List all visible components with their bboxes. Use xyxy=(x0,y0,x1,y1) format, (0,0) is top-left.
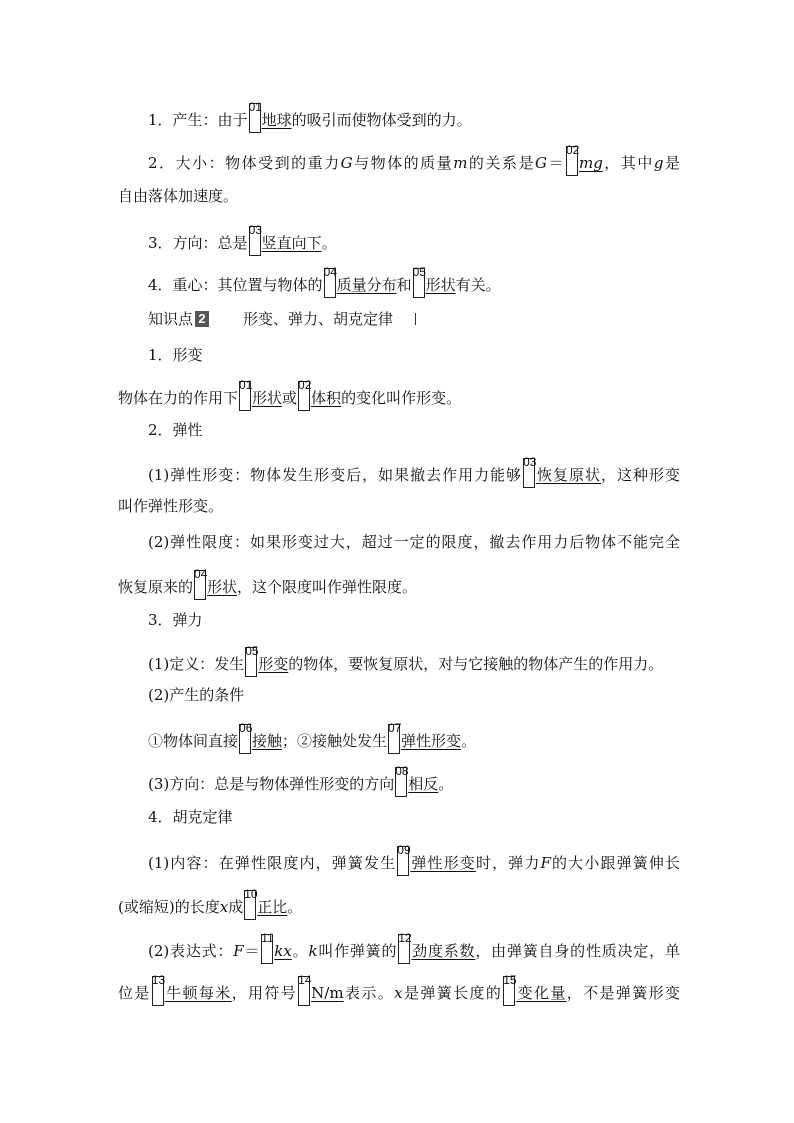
answer-box xyxy=(388,721,402,754)
answer-box xyxy=(565,143,580,176)
text-line: (2)产生的条件 xyxy=(148,686,245,704)
box-number: 07 xyxy=(388,721,402,735)
box-number: 01 xyxy=(239,378,253,392)
box-number: 06 xyxy=(239,721,253,735)
hooke-unit-line xyxy=(118,973,680,1006)
text: 的变化叫作形变。 xyxy=(341,389,462,407)
symbol: x xyxy=(219,898,229,916)
text: 和 xyxy=(396,276,412,294)
box-number: 04 xyxy=(323,265,337,279)
answer-text: 恢复原状 xyxy=(536,466,602,484)
text: (1)定义：发生 xyxy=(148,655,245,673)
text: 的关系是 xyxy=(467,154,535,172)
answer-box xyxy=(298,378,312,411)
text: 。 xyxy=(461,732,477,750)
answer-text: 形状 xyxy=(425,276,456,294)
answer-text: 形状 xyxy=(252,389,283,407)
text: 大小：物体受到的重力 xyxy=(175,154,341,172)
deformation-definition-line xyxy=(118,378,680,411)
answer-text: mg xyxy=(578,154,603,172)
answer-text: 变化量 xyxy=(516,984,567,1002)
text: ＝ xyxy=(546,154,565,172)
symbol: F xyxy=(540,854,551,872)
hooke-content-line xyxy=(148,843,680,876)
answer-box xyxy=(239,721,253,754)
text-line: 叫作弹性形变。 xyxy=(118,497,224,515)
text: 知识点 xyxy=(148,310,194,328)
box-number: 05 xyxy=(245,644,259,658)
box-number: 15 xyxy=(503,973,517,987)
direction-line xyxy=(148,764,680,797)
answer-box xyxy=(523,455,537,488)
text: 方向：总是 xyxy=(172,234,248,252)
answer-text: 相反 xyxy=(408,775,439,793)
gravity-origin-line xyxy=(148,100,680,133)
knowledge-point-heading xyxy=(148,309,680,329)
box-number: 01 xyxy=(248,100,262,114)
elastic-deformation-line xyxy=(148,455,680,488)
answer-text: 接触 xyxy=(252,732,283,750)
text: 。 xyxy=(321,234,337,252)
text: 的吸引而使物体受到的力。 xyxy=(291,111,472,129)
answer-box xyxy=(239,378,253,411)
gravity-direction-line xyxy=(148,223,680,256)
answer-box xyxy=(261,931,274,964)
text: 的物体，要恢复原状，对与它接触的物体产生的作用力。 xyxy=(288,655,664,673)
answer-box xyxy=(245,644,259,677)
text: (3)方向：总是与物体弹性形变的方向 xyxy=(148,775,395,793)
symbol: G xyxy=(340,154,353,172)
center-of-gravity-line xyxy=(148,265,680,298)
answer-box xyxy=(244,887,258,920)
answer-text: 劲度系数 xyxy=(411,942,476,960)
symbol: k xyxy=(308,942,318,960)
answer-text: 质量分布 xyxy=(336,276,397,294)
gravity-magnitude-line xyxy=(148,143,680,176)
text: 。 xyxy=(438,775,454,793)
subsection-title: 1．形变 xyxy=(148,346,203,364)
text: (1)内容：在弹性限度内，弹簧发生 xyxy=(148,854,397,872)
symbol: g xyxy=(653,154,664,172)
text: (或缩短)的长度 xyxy=(118,898,220,916)
answer-text: 弹性形变 xyxy=(401,732,462,750)
text: 位是 xyxy=(118,984,151,1002)
box-number: 02 xyxy=(298,378,312,392)
symbol: G xyxy=(534,154,547,172)
text: ，这个限度叫作弹性限度。 xyxy=(237,578,418,596)
answer-box xyxy=(503,973,517,1006)
item-number: 1． xyxy=(148,111,173,129)
section-title: 形变、弹力、胡克定律 xyxy=(243,310,394,328)
text: ，用符号 xyxy=(231,984,298,1002)
text: 成 xyxy=(228,898,244,916)
item-number: 3． xyxy=(148,234,173,252)
text: 的大小跟弹簧伸长 xyxy=(550,854,680,872)
answer-box xyxy=(151,973,166,1006)
text: (1)弹性形变：物体发生形变后，如果撤去作用力能够 xyxy=(148,466,523,484)
symbol: F xyxy=(233,942,244,960)
answer-text: 牛顿每米 xyxy=(164,984,232,1002)
answer-text: 竖直向下 xyxy=(261,234,322,252)
text: ；②接触处发生 xyxy=(282,732,388,750)
subsection-title: 3．弹力 xyxy=(148,611,203,629)
box-number: 11 xyxy=(261,931,274,945)
box-number: 03 xyxy=(523,455,537,469)
text: 。 xyxy=(291,942,309,960)
subsection-title: 4．胡克定律 xyxy=(148,808,233,826)
elastic-limit-line xyxy=(118,567,680,600)
answer-text: N/m xyxy=(311,984,344,1002)
text: 是弹簧长度的 xyxy=(402,984,503,1002)
condition-line xyxy=(148,721,680,754)
answer-text: 正比 xyxy=(257,898,288,916)
subsection-title: 2．弹性 xyxy=(148,421,203,439)
answer-box xyxy=(298,973,312,1006)
box-number: 13 xyxy=(151,973,166,987)
text: 有关。 xyxy=(455,276,501,294)
text-line: 自由落体加速度。 xyxy=(118,187,239,205)
text: 叫作弹簧的 xyxy=(317,942,398,960)
box-number: 02 xyxy=(565,143,580,157)
symbol: x xyxy=(394,984,403,1002)
answer-box xyxy=(248,223,262,256)
text: 或 xyxy=(282,389,298,407)
symbol: m xyxy=(453,154,468,172)
answer-box xyxy=(397,843,411,876)
answer-text: 地球 xyxy=(261,111,292,129)
answer-box xyxy=(248,100,262,133)
elastic-force-definition-line xyxy=(148,644,680,677)
text: 物体在力的作用下 xyxy=(118,389,239,407)
text: 重心：其位置与物体的 xyxy=(172,276,323,294)
hooke-formula-line xyxy=(148,931,680,964)
item-number: 2． xyxy=(148,154,176,172)
text: ，由弹簧自身的性质决定，单 xyxy=(475,942,680,960)
box-number: 05 xyxy=(412,265,426,279)
text-line: (2)弹性限度：如果形变过大，超过一定的限度，撤去作用力后物体不能完全 xyxy=(148,533,680,551)
text: 与物体的质量 xyxy=(352,154,454,172)
text: (2)表达式： xyxy=(148,942,234,960)
box-number: 03 xyxy=(248,223,262,237)
answer-box xyxy=(194,567,208,600)
answer-text: 弹性形变 xyxy=(410,854,476,872)
text: ，不是弹簧形变 xyxy=(566,984,680,1002)
box-number: 09 xyxy=(397,843,411,857)
answer-box xyxy=(398,931,412,964)
box-number: 08 xyxy=(395,764,409,778)
text: ＝ xyxy=(243,942,261,960)
box-number: 04 xyxy=(194,567,208,581)
text: ，其中 xyxy=(602,154,654,172)
answer-text: 形变 xyxy=(258,655,289,673)
answer-text: 体积 xyxy=(311,389,342,407)
text-cursor-mark xyxy=(415,313,416,325)
text: ①物体间直接 xyxy=(148,732,239,750)
text: ，这种形变 xyxy=(601,466,680,484)
answer-text: 形状 xyxy=(207,578,238,596)
answer-text: kx xyxy=(274,942,292,960)
text: 产生：由于 xyxy=(172,111,248,129)
box-number: 10 xyxy=(244,887,258,901)
text: 。 xyxy=(287,898,303,916)
answer-box xyxy=(412,265,426,298)
item-number: 4． xyxy=(148,276,173,294)
box-number: 14 xyxy=(298,973,312,987)
box-number: 12 xyxy=(398,931,412,945)
knowledge-point-badge: 2 xyxy=(195,311,209,327)
text: 时，弹力 xyxy=(475,854,541,872)
answer-box xyxy=(323,265,337,298)
answer-box xyxy=(395,764,409,797)
hooke-proportion-line xyxy=(118,887,680,920)
text: 恢复原来的 xyxy=(118,578,194,596)
text: 表示。 xyxy=(343,984,395,1002)
text: 是 xyxy=(663,154,680,172)
